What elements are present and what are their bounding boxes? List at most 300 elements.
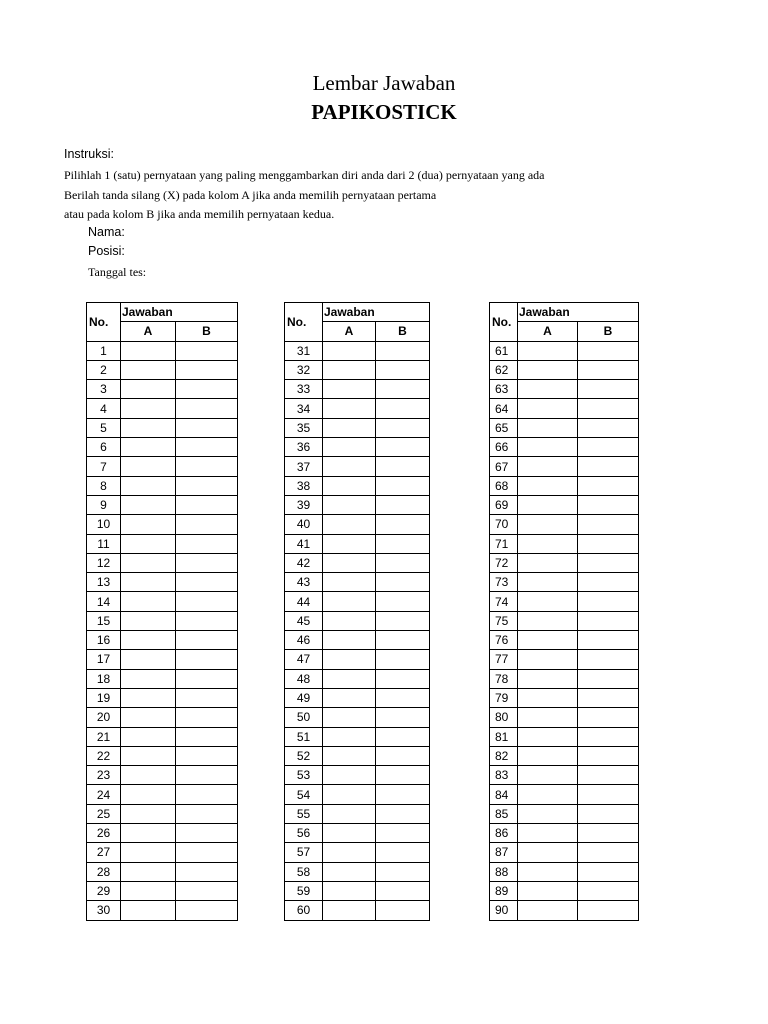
answer-a-cell[interactable]: [518, 688, 578, 707]
table-row: [490, 727, 639, 746]
answer-a-cell[interactable]: [121, 727, 176, 746]
answer-a-cell[interactable]: [518, 534, 578, 553]
answer-b-cell[interactable]: [176, 438, 238, 457]
answer-b-cell[interactable]: [578, 360, 639, 379]
table-row: [285, 824, 430, 843]
answer-a-cell[interactable]: [323, 534, 376, 553]
answer-a-cell[interactable]: [518, 881, 578, 900]
table-row: [87, 901, 238, 920]
answer-a-cell[interactable]: [518, 766, 578, 785]
answer-a-cell[interactable]: [323, 476, 376, 495]
answer-a-cell[interactable]: [518, 360, 578, 379]
table-row: [285, 881, 430, 900]
table-row: [285, 341, 430, 360]
answer-a-cell[interactable]: [121, 553, 176, 572]
answer-b-cell[interactable]: [376, 688, 430, 707]
answer-a-cell[interactable]: [323, 399, 376, 418]
answer-b-cell[interactable]: [176, 901, 238, 920]
answer-a-cell[interactable]: [323, 804, 376, 823]
table-row: [87, 399, 238, 418]
b-header: B: [376, 322, 430, 341]
answer-b-cell[interactable]: [578, 804, 639, 823]
table-row: [285, 862, 430, 881]
answer-b-cell[interactable]: [376, 380, 430, 399]
answer-b-cell[interactable]: [376, 418, 430, 437]
answer-b-cell[interactable]: [376, 360, 430, 379]
answer-b-cell[interactable]: [376, 650, 430, 669]
answer-a-cell[interactable]: [121, 708, 176, 727]
answer-b-cell[interactable]: [176, 824, 238, 843]
question-number: 82: [490, 746, 518, 765]
answer-a-cell[interactable]: [121, 457, 176, 476]
answer-b-cell[interactable]: [176, 380, 238, 399]
answer-b-cell[interactable]: [578, 341, 639, 360]
answer-a-cell[interactable]: [121, 766, 176, 785]
answer-b-cell[interactable]: [376, 901, 430, 920]
answer-a-cell[interactable]: [518, 824, 578, 843]
answer-b-cell[interactable]: [578, 418, 639, 437]
answer-a-cell[interactable]: [323, 901, 376, 920]
answer-a-cell[interactable]: [323, 688, 376, 707]
answer-a-cell[interactable]: [121, 631, 176, 650]
nama-field: Nama:: [88, 225, 125, 239]
answer-a-cell[interactable]: [518, 553, 578, 572]
answer-b-cell[interactable]: [578, 592, 639, 611]
question-number: 1: [87, 341, 121, 360]
answer-a-cell[interactable]: [121, 418, 176, 437]
answer-b-cell[interactable]: [376, 862, 430, 881]
question-number: 22: [87, 746, 121, 765]
answer-a-cell[interactable]: [518, 399, 578, 418]
answer-a-cell[interactable]: [518, 438, 578, 457]
table-row: [490, 399, 639, 418]
answer-a-cell[interactable]: [518, 708, 578, 727]
answer-b-cell[interactable]: [176, 688, 238, 707]
table-row: [87, 804, 238, 823]
question-number: 4: [87, 399, 121, 418]
question-number: 74: [490, 592, 518, 611]
answer-a-cell[interactable]: [121, 650, 176, 669]
answer-a-cell[interactable]: [323, 341, 376, 360]
answer-b-cell[interactable]: [376, 399, 430, 418]
answer-a-cell[interactable]: [518, 380, 578, 399]
answer-a-cell[interactable]: [121, 380, 176, 399]
answer-b-cell[interactable]: [578, 862, 639, 881]
question-number: 52: [285, 746, 323, 765]
answer-b-cell[interactable]: [578, 688, 639, 707]
answer-b-cell[interactable]: [376, 515, 430, 534]
answer-a-cell[interactable]: [323, 669, 376, 688]
answer-b-cell[interactable]: [176, 553, 238, 572]
question-number: 2: [87, 360, 121, 379]
question-number: 41: [285, 534, 323, 553]
answer-a-cell[interactable]: [518, 495, 578, 514]
table-row: [87, 457, 238, 476]
answer-a-cell[interactable]: [121, 862, 176, 881]
question-number: 42: [285, 553, 323, 572]
answer-b-cell[interactable]: [376, 476, 430, 495]
answer-b-cell[interactable]: [376, 553, 430, 572]
answer-a-cell[interactable]: [121, 804, 176, 823]
answer-b-cell[interactable]: [176, 592, 238, 611]
table-row: [87, 592, 238, 611]
table-row: [87, 669, 238, 688]
answer-b-cell[interactable]: [176, 418, 238, 437]
question-number: 26: [87, 824, 121, 843]
question-number: 88: [490, 862, 518, 881]
question-number: 13: [87, 573, 121, 592]
question-number: 76: [490, 631, 518, 650]
answer-a-cell[interactable]: [323, 573, 376, 592]
question-number: 86: [490, 824, 518, 843]
question-number: 6: [87, 438, 121, 457]
answer-a-cell[interactable]: [518, 573, 578, 592]
answer-a-cell[interactable]: [323, 380, 376, 399]
answer-a-cell[interactable]: [121, 573, 176, 592]
answer-b-cell[interactable]: [376, 341, 430, 360]
question-number: 58: [285, 862, 323, 881]
table-row: [490, 360, 639, 379]
question-number: 56: [285, 824, 323, 843]
question-number: 87: [490, 843, 518, 862]
table-row: [285, 611, 430, 630]
answer-a-cell[interactable]: [518, 611, 578, 630]
table-row: [490, 669, 639, 688]
answer-b-cell[interactable]: [578, 881, 639, 900]
answer-b-cell[interactable]: [176, 669, 238, 688]
answer-b-cell[interactable]: [376, 824, 430, 843]
question-number: 40: [285, 515, 323, 534]
answer-a-cell[interactable]: [121, 824, 176, 843]
question-number: 27: [87, 843, 121, 862]
table-row: [490, 824, 639, 843]
question-number: 62: [490, 360, 518, 379]
answer-a-cell[interactable]: [518, 901, 578, 920]
answer-b-cell[interactable]: [176, 631, 238, 650]
answer-a-cell[interactable]: [121, 746, 176, 765]
table-row: [490, 862, 639, 881]
answer-b-cell[interactable]: [376, 785, 430, 804]
jawaban-header: Jawaban: [323, 303, 430, 322]
answer-b-cell[interactable]: [376, 457, 430, 476]
answer-b-cell[interactable]: [176, 495, 238, 514]
answer-a-cell[interactable]: [323, 708, 376, 727]
answer-b-cell[interactable]: [578, 457, 639, 476]
question-number: 55: [285, 804, 323, 823]
answer-b-cell[interactable]: [578, 534, 639, 553]
question-number: 84: [490, 785, 518, 804]
question-number: 66: [490, 438, 518, 457]
question-number: 73: [490, 573, 518, 592]
answer-a-cell[interactable]: [121, 534, 176, 553]
table-row: [87, 534, 238, 553]
answer-a-cell[interactable]: [323, 746, 376, 765]
answer-b-cell[interactable]: [376, 438, 430, 457]
answer-a-cell[interactable]: [121, 611, 176, 630]
instruction-line-2: Berilah tanda silang (X) pada kolom A jika anda memilih pernyataan pertama: [64, 188, 437, 202]
answer-b-cell[interactable]: [578, 611, 639, 630]
table-row: [87, 843, 238, 862]
answer-a-cell[interactable]: [323, 785, 376, 804]
answer-a-cell[interactable]: [121, 515, 176, 534]
question-number: 30: [87, 901, 121, 920]
answer-b-cell[interactable]: [176, 785, 238, 804]
question-number: 15: [87, 611, 121, 630]
no-header: No.: [490, 303, 518, 342]
answer-b-cell[interactable]: [376, 843, 430, 862]
answer-b-cell[interactable]: [578, 515, 639, 534]
answer-b-cell[interactable]: [176, 534, 238, 553]
answer-a-cell[interactable]: [323, 418, 376, 437]
table-row: [490, 573, 639, 592]
table-row: [87, 688, 238, 707]
answer-a-cell[interactable]: [518, 862, 578, 881]
question-number: 18: [87, 669, 121, 688]
answer-b-cell[interactable]: [376, 746, 430, 765]
posisi-field: Posisi:: [88, 244, 125, 258]
answer-b-cell[interactable]: [376, 611, 430, 630]
table-row: [285, 495, 430, 514]
no-header: No.: [285, 303, 323, 342]
answer-b-cell[interactable]: [176, 457, 238, 476]
answer-b-cell[interactable]: [176, 650, 238, 669]
answer-a-cell[interactable]: [121, 495, 176, 514]
table-row: [285, 727, 430, 746]
answer-a-cell[interactable]: [323, 843, 376, 862]
table-row: [285, 360, 430, 379]
answer-b-cell[interactable]: [578, 399, 639, 418]
answer-a-cell[interactable]: [121, 476, 176, 495]
table-row: [87, 476, 238, 495]
answer-b-cell[interactable]: [376, 881, 430, 900]
question-number: 38: [285, 476, 323, 495]
answer-b-cell[interactable]: [176, 804, 238, 823]
answer-a-cell[interactable]: [121, 360, 176, 379]
answer-b-cell[interactable]: [376, 804, 430, 823]
table-row: [285, 708, 430, 727]
answer-b-cell[interactable]: [376, 766, 430, 785]
answer-a-cell[interactable]: [121, 438, 176, 457]
answer-b-cell[interactable]: [176, 573, 238, 592]
table-row: [87, 881, 238, 900]
question-number: 53: [285, 766, 323, 785]
table-row: [87, 611, 238, 630]
answer-b-cell[interactable]: [176, 727, 238, 746]
answer-a-cell[interactable]: [518, 457, 578, 476]
answer-a-cell[interactable]: [323, 881, 376, 900]
answer-a-cell[interactable]: [518, 785, 578, 804]
answer-b-cell[interactable]: [578, 650, 639, 669]
answer-b-cell[interactable]: [376, 592, 430, 611]
answer-b-cell[interactable]: [578, 746, 639, 765]
answer-a-cell[interactable]: [518, 631, 578, 650]
table-row: [490, 843, 639, 862]
table-row: [87, 573, 238, 592]
answer-a-cell[interactable]: [121, 785, 176, 804]
answer-b-cell[interactable]: [176, 766, 238, 785]
answer-b-cell[interactable]: [176, 746, 238, 765]
answer-a-cell[interactable]: [518, 515, 578, 534]
answer-a-cell[interactable]: [121, 341, 176, 360]
question-number: 35: [285, 418, 323, 437]
answer-a-cell[interactable]: [518, 418, 578, 437]
answer-b-cell[interactable]: [376, 669, 430, 688]
answer-a-cell[interactable]: [323, 650, 376, 669]
answer-b-cell[interactable]: [578, 708, 639, 727]
question-number: 59: [285, 881, 323, 900]
a-header: A: [323, 322, 376, 341]
answer-b-cell[interactable]: [376, 727, 430, 746]
question-number: 8: [87, 476, 121, 495]
question-number: 29: [87, 881, 121, 900]
tanggal-field: Tanggal tes:: [88, 265, 147, 279]
question-number: 37: [285, 457, 323, 476]
answer-b-cell[interactable]: [578, 901, 639, 920]
answer-b-cell[interactable]: [578, 766, 639, 785]
answer-a-cell[interactable]: [323, 631, 376, 650]
answer-b-cell[interactable]: [578, 495, 639, 514]
table-row: [87, 862, 238, 881]
table-row: [285, 438, 430, 457]
answer-b-cell[interactable]: [176, 881, 238, 900]
table-row: [87, 418, 238, 437]
table-row: [490, 766, 639, 785]
answer-a-cell[interactable]: [518, 727, 578, 746]
question-number: 77: [490, 650, 518, 669]
answer-b-cell[interactable]: [578, 843, 639, 862]
question-number: 67: [490, 457, 518, 476]
answer-b-cell[interactable]: [578, 785, 639, 804]
answer-a-cell[interactable]: [323, 824, 376, 843]
answer-b-cell[interactable]: [578, 553, 639, 572]
table-row: [490, 804, 639, 823]
answer-a-cell[interactable]: [323, 727, 376, 746]
answer-a-cell[interactable]: [323, 457, 376, 476]
table-row: [490, 476, 639, 495]
answer-b-cell[interactable]: [176, 708, 238, 727]
answer-b-cell[interactable]: [376, 631, 430, 650]
answer-a-cell[interactable]: [323, 862, 376, 881]
table-row: [285, 650, 430, 669]
answer-b-cell[interactable]: [578, 476, 639, 495]
question-number: 20: [87, 708, 121, 727]
table-row: [490, 901, 639, 920]
answer-b-cell[interactable]: [176, 843, 238, 862]
answer-b-cell[interactable]: [578, 380, 639, 399]
jawaban-header: Jawaban: [518, 303, 639, 322]
answer-a-cell[interactable]: [121, 901, 176, 920]
answer-a-cell[interactable]: [518, 650, 578, 669]
answer-b-cell[interactable]: [176, 862, 238, 881]
answer-a-cell[interactable]: [121, 843, 176, 862]
answer-a-cell[interactable]: [121, 881, 176, 900]
b-header: B: [176, 322, 238, 341]
question-number: 50: [285, 708, 323, 727]
answer-b-cell[interactable]: [176, 476, 238, 495]
table-row: [87, 824, 238, 843]
answer-a-cell[interactable]: [518, 804, 578, 823]
table-row: [285, 804, 430, 823]
sheet-title: Lembar Jawaban: [312, 71, 456, 95]
answer-a-cell[interactable]: [121, 688, 176, 707]
no-header: No.: [87, 303, 121, 342]
question-number: 60: [285, 901, 323, 920]
table-row: [490, 418, 639, 437]
answer-a-cell[interactable]: [121, 399, 176, 418]
answer-b-cell[interactable]: [176, 360, 238, 379]
answer-b-cell[interactable]: [376, 708, 430, 727]
table-row: [87, 650, 238, 669]
answer-a-cell[interactable]: [518, 746, 578, 765]
answer-b-cell[interactable]: [376, 495, 430, 514]
question-number: 61: [490, 341, 518, 360]
answer-a-cell[interactable]: [323, 766, 376, 785]
answer-b-cell[interactable]: [578, 727, 639, 746]
answer-a-cell[interactable]: [518, 476, 578, 495]
table-row: [490, 631, 639, 650]
answer-a-cell[interactable]: [323, 611, 376, 630]
answer-b-cell[interactable]: [176, 399, 238, 418]
table-row: [285, 766, 430, 785]
table-row: [87, 360, 238, 379]
answer-a-cell[interactable]: [518, 843, 578, 862]
answer-b-cell[interactable]: [578, 438, 639, 457]
question-number: 64: [490, 399, 518, 418]
answer-a-cell[interactable]: [323, 360, 376, 379]
answer-b-cell[interactable]: [578, 573, 639, 592]
answer-a-cell[interactable]: [121, 669, 176, 688]
question-number: 3: [87, 380, 121, 399]
sheet-subtitle: PAPIKOSTICK: [311, 100, 457, 124]
answer-a-cell[interactable]: [323, 438, 376, 457]
table-row: [87, 341, 238, 360]
question-number: 51: [285, 727, 323, 746]
answer-a-cell[interactable]: [323, 515, 376, 534]
question-number: 11: [87, 534, 121, 553]
answer-a-cell[interactable]: [323, 495, 376, 514]
question-number: 21: [87, 727, 121, 746]
answer-b-cell[interactable]: [376, 573, 430, 592]
question-number: 16: [87, 631, 121, 650]
answer-b-cell[interactable]: [578, 824, 639, 843]
answer-b-cell[interactable]: [578, 631, 639, 650]
answer-a-cell[interactable]: [323, 592, 376, 611]
question-number: 78: [490, 669, 518, 688]
table-row: [285, 399, 430, 418]
question-number: 33: [285, 380, 323, 399]
table-row: [490, 881, 639, 900]
answer-a-cell[interactable]: [518, 341, 578, 360]
instruction-line-1: Pilihlah 1 (satu) pernyataan yang paling menggambarkan diri anda dari 2 (dua) pernyataan yang ada: [64, 168, 545, 182]
table-row: [87, 631, 238, 650]
question-number: 28: [87, 862, 121, 881]
a-header: A: [121, 322, 176, 341]
question-number: 72: [490, 553, 518, 572]
answer-a-cell[interactable]: [518, 592, 578, 611]
answer-a-cell[interactable]: [323, 553, 376, 572]
answer-b-cell[interactable]: [176, 341, 238, 360]
table-row: [87, 708, 238, 727]
answer-b-cell[interactable]: [376, 534, 430, 553]
answer-a-cell[interactable]: [518, 669, 578, 688]
answer-a-cell[interactable]: [121, 592, 176, 611]
answer-b-cell[interactable]: [176, 611, 238, 630]
question-number: 90: [490, 901, 518, 920]
question-number: 81: [490, 727, 518, 746]
answer-b-cell[interactable]: [578, 669, 639, 688]
question-number: 34: [285, 399, 323, 418]
answer-b-cell[interactable]: [176, 515, 238, 534]
